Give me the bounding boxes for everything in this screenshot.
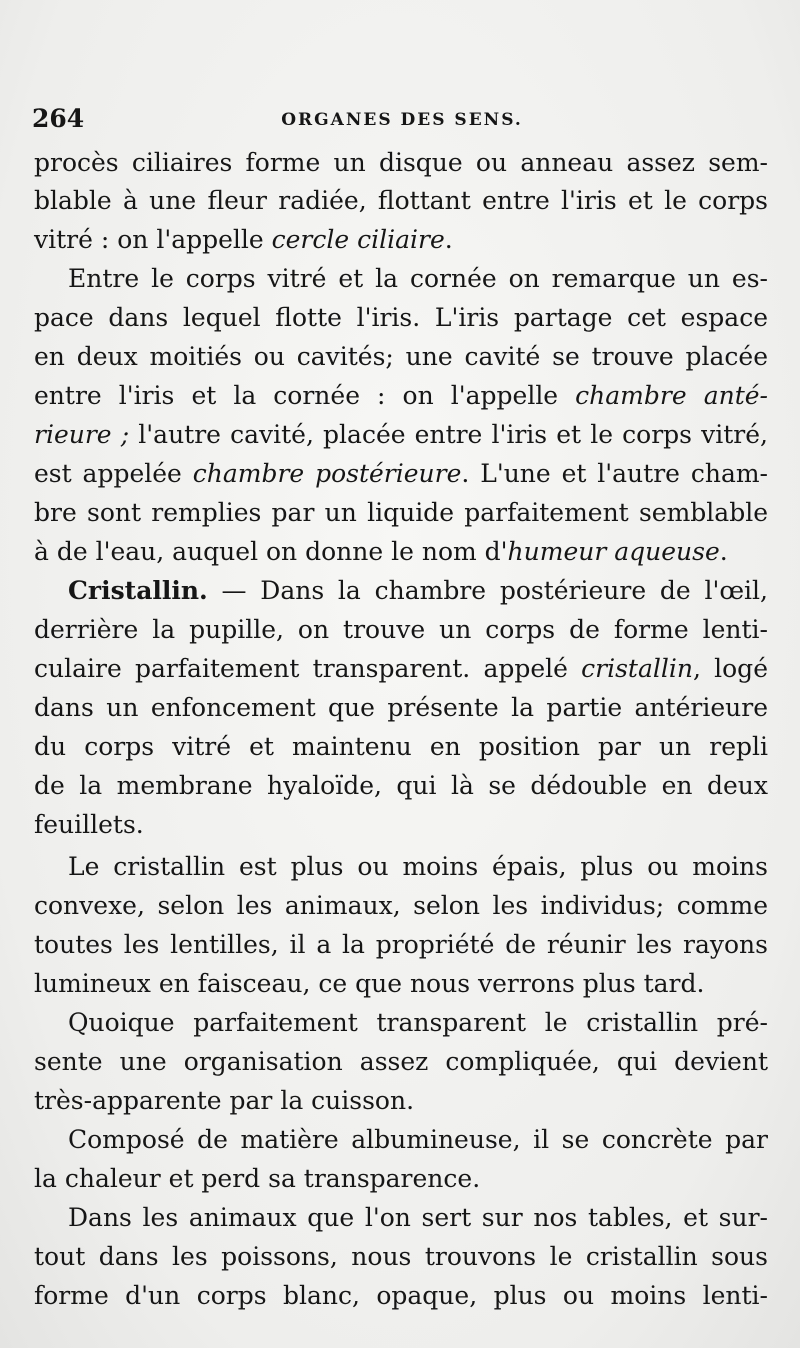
text-line xyxy=(34,615,768,645)
text-line xyxy=(34,1047,768,1077)
text-line xyxy=(34,459,768,489)
text-line xyxy=(68,1125,768,1155)
text-line xyxy=(68,576,768,606)
text-line xyxy=(34,732,768,762)
text-span: procès ciliaires forme un disque ou anneau assez sem- xyxy=(34,148,768,177)
text-line xyxy=(34,1086,768,1116)
text-span: . xyxy=(444,225,453,254)
text-span: Le cristallin est plus ou moins épais, plus ou moins xyxy=(68,852,768,881)
text-line xyxy=(68,1008,768,1038)
text-line xyxy=(34,186,768,216)
text-span: blable à une fleur radiée, flottant entre l'iris et le corps xyxy=(34,186,768,215)
text-span: bre sont remplies par un liquide parfaitement semblable xyxy=(34,498,768,527)
text-span: très-apparente par la cuisson. xyxy=(34,1086,415,1115)
page-number: 264 xyxy=(32,104,85,133)
text-line xyxy=(34,771,768,801)
italic-term: chambre anté- xyxy=(575,381,768,410)
running-title: ORGANES DES SENS. xyxy=(281,110,523,130)
text-line xyxy=(34,225,768,255)
text-span: forme d'un corps blanc, opaque, plus ou moins lenti- xyxy=(34,1281,768,1310)
text-span: en deux moitiés ou cavités; une cavité se trouve placée xyxy=(34,342,768,371)
text-span: l'autre cavité, placée entre l'iris et le corps vitré, xyxy=(129,420,768,449)
text-line xyxy=(34,303,768,333)
text-span: lumineux en faisceau, ce que nous verrons plus tard. xyxy=(34,969,705,998)
text-span: convexe, selon les animaux, selon les individus; comme xyxy=(34,891,768,920)
page-header xyxy=(32,104,772,140)
text-span: — Dans la chambre postérieure de l'œil, xyxy=(207,576,768,605)
text-line xyxy=(68,852,768,882)
text-line xyxy=(34,537,768,567)
text-span: vitré : on l'appelle xyxy=(34,225,272,254)
italic-term: cristallin xyxy=(581,654,693,683)
text-span: , logé xyxy=(692,654,768,683)
italic-term: humeur aqueuse xyxy=(507,537,720,566)
text-span: Dans les animaux que l'on sert sur nos tables, et sur- xyxy=(68,1203,768,1232)
text-span: Composé de matière albumineuse, il se concrète par xyxy=(68,1125,768,1154)
italic-term: rieure ; xyxy=(34,420,130,449)
text-span: Entre le corps vitré et la cornée on remarque un es- xyxy=(68,264,768,293)
text-span: du corps vitré et maintenu en position par un repli xyxy=(34,732,768,761)
text-line xyxy=(34,1164,768,1194)
text-line xyxy=(34,342,768,372)
text-span: feuillets. xyxy=(34,810,144,839)
text-line xyxy=(68,264,768,294)
text-span: . L'une et l'autre cham- xyxy=(461,459,768,488)
text-span: culaire parfaitement transparent. appelé xyxy=(34,654,582,683)
text-span: entre l'iris et la cornée : on l'appelle xyxy=(34,381,576,410)
text-line xyxy=(34,810,768,840)
text-span: Quoique parfaitement transparent le cristallin pré- xyxy=(68,1008,768,1037)
text-span: derrière la pupille, on trouve un corps de forme lenti- xyxy=(34,615,768,644)
text-line xyxy=(34,1242,768,1272)
text-span: . xyxy=(719,537,728,566)
text-line xyxy=(34,654,768,684)
text-line xyxy=(34,498,768,528)
text-span: à de l'eau, auquel on donne le nom d' xyxy=(34,537,508,566)
text-span: sente une organisation assez compliquée, qui devient xyxy=(34,1047,768,1076)
text-span: pace dans lequel flotte l'iris. L'iris partage cet espace xyxy=(34,303,768,332)
text-line xyxy=(34,420,768,450)
text-span: la chaleur et perd sa transparence. xyxy=(34,1164,481,1193)
text-line xyxy=(34,930,768,960)
text-line xyxy=(34,693,768,723)
section-heading: Cristallin. xyxy=(68,576,208,605)
text-line xyxy=(34,148,768,178)
text-line xyxy=(68,1203,768,1233)
text-span: toutes les lentilles, il a la propriété de réunir les rayons xyxy=(34,930,768,959)
text-span: dans un enfoncement que présente la partie antérieure xyxy=(34,693,768,722)
italic-term: cercle ciliaire xyxy=(271,225,445,254)
text-line xyxy=(34,891,768,921)
text-span: de la membrane hyaloïde, qui là se dédouble en deux xyxy=(34,771,768,800)
text-line xyxy=(34,1281,768,1311)
text-line xyxy=(34,381,768,411)
italic-term: chambre postérieure xyxy=(192,459,462,488)
text-span: tout dans les poissons, nous trouvons le cristallin sous xyxy=(34,1242,768,1271)
text-line xyxy=(34,969,768,999)
text-span: est appelée xyxy=(34,459,193,488)
